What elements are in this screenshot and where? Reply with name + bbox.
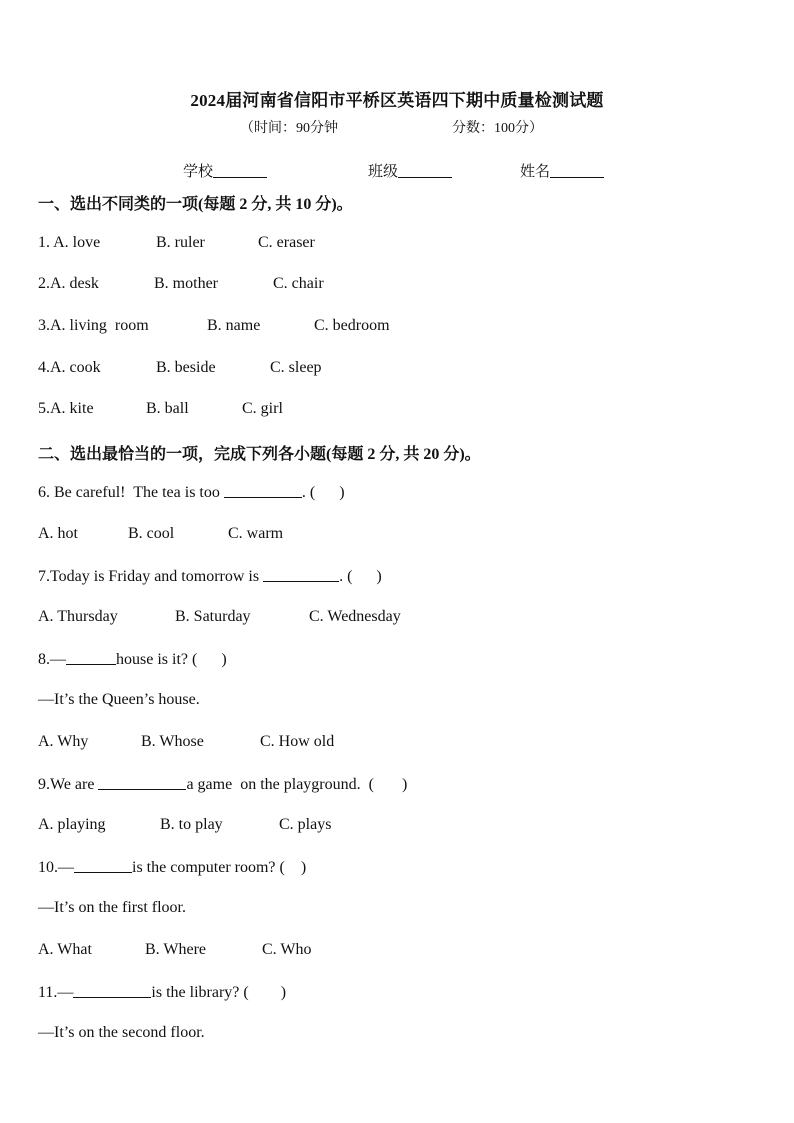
q1-option-c: C. eraser xyxy=(258,234,315,251)
q7-stem xyxy=(38,567,382,586)
q11-text-before: 11.— xyxy=(38,984,74,1001)
class-field[interactable] xyxy=(368,160,452,181)
q7-blank[interactable] xyxy=(263,567,339,582)
q3-option-a: 3.A. living room xyxy=(38,317,149,334)
name-label: 姓名 xyxy=(520,164,551,180)
q11-answer: —It’s on the second floor. xyxy=(38,1024,205,1041)
q8-answer: —It’s the Queen’s house. xyxy=(38,691,200,708)
name-blank[interactable] xyxy=(550,163,604,178)
q2-option-c: C. chair xyxy=(273,275,324,292)
q7-option-b: B. Saturday xyxy=(175,608,251,625)
q4-option-b: B. beside xyxy=(156,359,216,376)
q10-text-after: is the computer room? ( ) xyxy=(132,859,307,876)
q9-option-c: C. plays xyxy=(279,816,332,833)
q10-answer: —It’s on the first floor. xyxy=(38,899,186,916)
q8-option-c: C. How old xyxy=(260,733,335,750)
q1-option-a: 1. A. love xyxy=(38,234,101,251)
q11-text-after: is the library? ( ) xyxy=(151,984,287,1001)
section1-heading: 一、选出不同类的一项(每题 2 分, 共 10 分)。 xyxy=(38,196,353,213)
q6-option-b: B. cool xyxy=(128,525,175,542)
q11-blank[interactable] xyxy=(73,983,151,998)
q8-stem xyxy=(38,650,227,669)
q9-option-b: B. to play xyxy=(160,816,223,833)
q9-text-after: a game on the playground. ( ) xyxy=(186,776,408,793)
q10-text-before: 10.— xyxy=(38,859,74,876)
q8-text-before: 8.— xyxy=(38,651,66,668)
q10-stem xyxy=(38,858,306,877)
q10-blank[interactable] xyxy=(74,858,132,873)
q9-text-before: 9.We are xyxy=(38,776,99,793)
q10-option-a: A. What xyxy=(38,941,92,958)
exam-time: （时间：90分钟 xyxy=(240,121,338,136)
class-blank[interactable] xyxy=(398,163,452,178)
q2-option-b: B. mother xyxy=(154,275,218,292)
q11-stem xyxy=(38,983,286,1002)
section2-heading: 二、选出最恰当的一项，完成下列各小题(每题 2 分, 共 20 分)。 xyxy=(38,446,481,463)
q4-option-a: 4.A. cook xyxy=(38,359,101,376)
q8-option-b: B. Whose xyxy=(141,733,204,750)
exam-score: 分数：100分） xyxy=(452,121,543,136)
school-blank[interactable] xyxy=(213,163,267,178)
q7-text-after: . ( ) xyxy=(339,568,382,585)
q6-blank[interactable] xyxy=(224,483,302,498)
q8-blank[interactable] xyxy=(66,650,116,665)
q8-text-after: house is it? ( ) xyxy=(116,651,227,668)
q6-text-after: . ( ) xyxy=(301,484,345,501)
q6-text-before: 6. Be careful! The tea is too xyxy=(38,484,224,501)
name-field[interactable] xyxy=(520,160,604,181)
q7-text-before: 7.Today is Friday and tomorrow is xyxy=(38,568,264,585)
q7-option-c: C. Wednesday xyxy=(309,608,401,625)
school-field[interactable] xyxy=(183,160,267,181)
q10-option-c: C. Who xyxy=(262,941,312,958)
class-label: 班级 xyxy=(368,164,399,180)
q10-option-b: B. Where xyxy=(145,941,207,958)
q2-option-a: 2.A. desk xyxy=(38,275,99,292)
q5-option-b: B. ball xyxy=(146,400,189,417)
q9-blank[interactable] xyxy=(98,775,186,790)
q6-stem xyxy=(38,483,345,502)
q6-option-a: A. hot xyxy=(38,525,78,542)
q9-stem xyxy=(38,775,407,794)
q4-option-c: C. sleep xyxy=(270,359,322,376)
school-label: 学校 xyxy=(183,164,214,180)
q5-option-a: 5.A. kite xyxy=(38,400,94,417)
q6-option-c: C. warm xyxy=(228,525,284,542)
page-title: 2024届河南省信阳市平桥区英语四下期中质量检测试题 xyxy=(190,91,604,110)
q7-option-a: A. Thursday xyxy=(38,608,118,625)
q8-option-a: A. Why xyxy=(38,733,89,750)
q3-option-b: B. name xyxy=(207,317,261,334)
q9-option-a: A. playing xyxy=(38,816,106,833)
q1-option-b: B. ruler xyxy=(156,234,205,251)
q3-option-c: C. bedroom xyxy=(314,317,390,334)
q5-option-c: C. girl xyxy=(242,400,283,417)
